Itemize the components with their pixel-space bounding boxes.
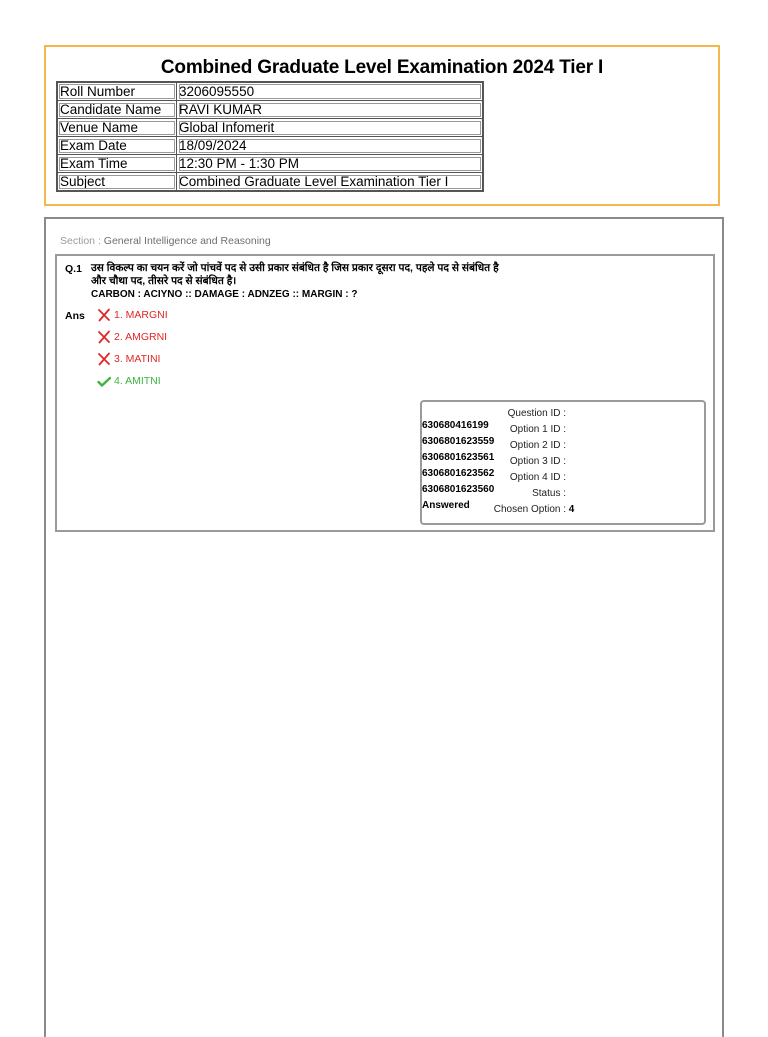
option-3-id-value: 6306801623562 — [422, 468, 495, 479]
chosen-option-row — [422, 504, 612, 516]
option-4-id-value: 6306801623560 — [422, 484, 495, 495]
table-row — [57, 119, 483, 137]
status-value: Answered — [422, 500, 470, 511]
exam-title: Combined Graduate Level Examination 2024 Tier I — [160, 57, 604, 78]
table-row — [57, 82, 483, 101]
venue-name-label: Venue Name — [57, 119, 177, 137]
status-label: Status : — [532, 488, 566, 499]
option-1-label: 1. MARGNI — [114, 309, 168, 321]
question-number: Q.1 — [65, 263, 82, 275]
table-row — [57, 173, 483, 192]
table-row — [57, 137, 483, 155]
option-3-id-label: Option 3 ID : — [509, 456, 566, 467]
exam-time-label: Exam Time — [57, 155, 177, 173]
candidate-name-value: RAVI KUMAR — [177, 101, 484, 119]
candidate-info-table — [56, 81, 484, 192]
option-2-id-value: 6306801623561 — [422, 452, 495, 463]
option-4-id-label: Option 4 ID : — [509, 472, 566, 483]
exam-date-value: 18/09/2024 — [177, 137, 484, 155]
option-2-label: 2. AMGRNI — [114, 331, 168, 343]
exam-time-value: 12:30 PM - 1:30 PM — [177, 155, 484, 173]
chosen-option-value: 4 — [568, 504, 575, 515]
section-prefix: Section : — [60, 235, 104, 247]
question-metadata-box — [420, 400, 706, 525]
question-id-label: Question ID : — [507, 408, 566, 419]
candidate-info-header — [44, 45, 720, 206]
option-3 — [97, 352, 160, 366]
venue-name-value: Global Infomerit — [177, 119, 484, 137]
question-text-line-1: उस विकल्प का चयन करें जो पांचवें पद से उसी प्रकार संबंधित है जिस प्रकार दूसरा पद, पहले पद से संबंधित है — [91, 262, 499, 274]
check-icon — [97, 374, 111, 388]
section-heading — [60, 235, 271, 247]
exam-date-label: Exam Date — [57, 137, 177, 155]
option-1-id-label: Option 1 ID : — [509, 424, 566, 435]
question-panel — [44, 217, 724, 1037]
option-1-id-value: 6306801623559 — [422, 436, 495, 447]
option-1 — [97, 308, 168, 322]
subject-label: Subject — [57, 173, 177, 192]
option-4 — [97, 374, 161, 388]
section-name: General Intelligence and Reasoning — [103, 235, 271, 247]
option-4-label: 4. AMITNI — [114, 375, 161, 387]
cross-icon — [97, 330, 111, 344]
table-row — [57, 155, 483, 173]
table-row — [57, 101, 483, 119]
option-3-label: 3. MATINI — [114, 353, 161, 365]
cross-icon — [97, 308, 111, 322]
answer-label: Ans — [65, 310, 85, 322]
question-text-line-2: और चौथा पद, तीसरे पद से संबंधित है। — [91, 275, 237, 287]
option-2-id-label: Option 2 ID : — [509, 440, 566, 451]
chosen-option-label: Chosen Option : — [493, 504, 566, 515]
cross-icon — [97, 352, 111, 366]
subject-value: Combined Graduate Level Examination Tier I — [177, 173, 484, 192]
roll-number-label: Roll Number — [57, 82, 177, 101]
candidate-name-label: Candidate Name — [57, 101, 177, 119]
question-box — [55, 254, 715, 532]
roll-number-value: 3206095550 — [177, 82, 484, 101]
question-id-value: 630680416199 — [422, 420, 489, 431]
question-analogy: CARBON : ACIYNO :: DAMAGE : ADNZEG :: MARGIN : ? — [91, 289, 358, 300]
question-text — [91, 262, 571, 288]
option-2 — [97, 330, 167, 344]
